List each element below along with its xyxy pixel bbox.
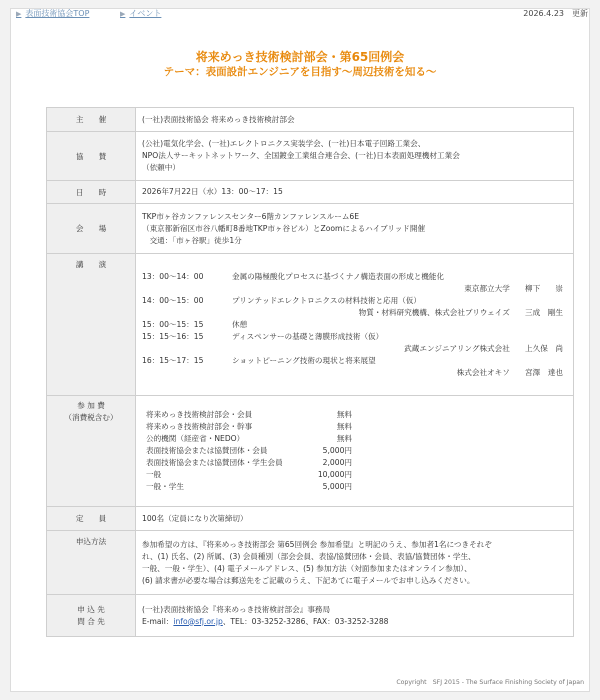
lecture-title: 休憩: [232, 319, 248, 329]
lecture-item: [142, 295, 567, 307]
label-organizer: 主 催: [47, 108, 136, 132]
page-subtitle: テーマ：表面設計エンジニアを目指す～周辺技術を知る～: [163, 66, 437, 78]
fee-price: 10,000円: [317, 470, 352, 479]
breadcrumb-top-link[interactable]: [16, 8, 89, 19]
row-apply: [47, 531, 574, 595]
value-organizer: (一社)表面技術協会 将来めっき技術検討部会: [136, 108, 574, 132]
contact-details: [142, 616, 567, 628]
fee-name: 一般: [146, 470, 162, 479]
phone-fax: 、TEL：03-3252-3286、FAX：03-3252-3288: [222, 616, 389, 626]
fee-name: 将来めっき技術検討部会・会員: [146, 410, 253, 419]
fee-price: 無料: [336, 434, 352, 443]
fee-price: 5,000円: [322, 482, 352, 491]
lecture-item: [142, 319, 567, 331]
fee-item: [142, 481, 352, 493]
apply-line: れ、(1) 氏名、(2) 所属、(3) 会員種別（部会会員、表協/協賛団体・会員、表協/協賛団体・学生、: [142, 551, 476, 561]
updated-date: 2026.4.23 更新: [523, 9, 588, 18]
copyright: Copyright SFJ 2015 - The Surface Finishing Society of Japan: [396, 679, 584, 686]
fee-item: [142, 421, 352, 433]
row-organizer: [47, 108, 574, 132]
fee-label-note: （消費税含む）: [64, 413, 118, 422]
contact-label-inquiry: 問 合 先: [77, 616, 105, 626]
apply-line: 一般、一般・学生）、(4) 電子メールアドレス、(5) 参加方法（対面参加またはオンライン参加）、: [142, 563, 472, 573]
venue-line: （東京都新宿区市谷八幡町8番地TKP市ヶ谷ビル）とZoomによるハイブリッド開催: [142, 223, 426, 233]
email-link[interactable]: info@sfj.or.jp: [173, 616, 223, 626]
support-line: (公社)電気化学会、(一社)エレクトロニクス実装学会、(一社)日本電子回路工業会、: [142, 139, 426, 148]
lecture-title: 金属の陽極酸化プロセスに基づくナノ構造表面の形成と機能化: [232, 271, 445, 281]
row-datetime: [47, 181, 574, 204]
venue-line: TKP市ヶ谷カンファレンスセンター6階カンファレンスルーム6E: [142, 211, 360, 221]
fee-item: [142, 457, 352, 469]
fee-item: [142, 409, 352, 421]
lecture-time: 16：15～17：15: [142, 355, 204, 365]
top-bar: [10, 8, 590, 22]
value-venue: [136, 204, 574, 254]
lecture-item: [142, 355, 567, 367]
apply-line: (6) 請求書が必要な場合は郵送先をご記載のうえ、下記あてに電子メールでお申し込みください。: [142, 575, 475, 585]
fee-item: [142, 445, 352, 457]
breadcrumb-top-label: 表面技術協会TOP: [25, 9, 90, 18]
label-fee: [47, 396, 136, 507]
support-line: （依頼中）: [142, 163, 180, 172]
lecture-speaker: 東京都立大学 柳下 崇: [464, 283, 563, 293]
label-support: 協 賛: [47, 132, 136, 181]
triangle-right-icon: ▶: [120, 9, 126, 18]
fee-name: 一般・学生: [146, 482, 184, 491]
label-lectures: 講 演: [47, 254, 136, 396]
lecture-time: 14：00～15：00: [142, 295, 204, 305]
value-support: [136, 132, 574, 181]
fee-label-main: 参 加 費: [77, 401, 105, 410]
fee-name: 表面技術協会または協賛団体・学生会員: [146, 458, 283, 467]
row-contact: [47, 595, 574, 637]
value-capacity: 100名（定員になり次第締切）: [136, 507, 574, 531]
lecture-title: プリンテッドエレクトロニクスの材料技術と応用（仮）: [232, 295, 422, 305]
lecture-speaker: 武蔵エンジニアリング株式会社 上久保 尚: [404, 343, 563, 353]
lecture-title: ディスペンサーの基礎と薄膜形成技術（仮）: [232, 331, 384, 341]
value-fee: [136, 396, 574, 507]
triangle-right-icon: ▶: [16, 9, 22, 18]
label-datetime: 日 時: [47, 181, 136, 204]
contact-label-apply: 申 込 先: [77, 604, 105, 614]
apply-line: 参加希望の方は、『将来めっき技術部会 第65回例会 参加希望』と明記のうえ、参加者1名につきそれぞ: [142, 539, 492, 549]
row-lectures: [47, 254, 574, 396]
lecture-item: [142, 271, 567, 283]
label-venue: 会 場: [47, 204, 136, 254]
event-info-table: [46, 107, 574, 637]
row-capacity: [47, 507, 574, 531]
lecture-item: [142, 331, 567, 343]
breadcrumb-event-link[interactable]: [120, 8, 161, 19]
value-lectures: [136, 254, 574, 396]
page-title: 将来めっき技術検討部会・第65回例会: [195, 50, 405, 64]
fee-item: [142, 469, 352, 481]
fee-name: 公的機関（経産省・NEDO）: [146, 434, 245, 443]
fee-price: 無料: [336, 410, 352, 419]
contact-office: (一社)表面技術協会『将来めっき技術検討部会』事務局: [142, 604, 331, 614]
support-line: NPO法人サーキットネットワーク、全国鍍金工業組合連合会、(一社)日本表面処理機材工業会: [142, 151, 460, 160]
fee-price: 5,000円: [322, 446, 352, 455]
lecture-speaker: 物質・材料研究機構、株式会社ブリウェイズ 三成 剛生: [358, 307, 563, 317]
fee-name: 表面技術協会または協賛団体・会員: [146, 446, 268, 455]
lecture-time: 15：00～15：15: [142, 319, 204, 329]
row-support: [47, 132, 574, 181]
row-venue: [47, 204, 574, 254]
lecture-time: 15：15～16：15: [142, 331, 204, 341]
value-contact: [136, 595, 574, 637]
fee-price: 2,000円: [322, 458, 352, 467]
fee-item: [142, 433, 352, 445]
email-prefix: E-mail：: [142, 616, 174, 626]
breadcrumb-event-label: イベント: [129, 9, 162, 18]
lecture-time: 13：00～14：00: [142, 271, 204, 281]
fee-price: 無料: [336, 422, 352, 431]
lecture-speaker: 株式会社オキソ 宮澤 達也: [456, 367, 563, 377]
row-fee: [47, 396, 574, 507]
label-capacity: 定 員: [47, 507, 136, 531]
value-apply: [136, 531, 574, 595]
label-apply: 申込方法: [47, 531, 136, 595]
label-contact: [47, 595, 136, 637]
venue-line: 交通：「市ヶ谷駅」徒歩1分: [142, 235, 242, 245]
fee-name: 将来めっき技術検討部会・幹事: [146, 422, 253, 431]
value-datetime: 2026年7月22日（水）13：00～17：15: [136, 181, 574, 204]
lecture-title: ショットピーニング技術の現状と将来展望: [232, 355, 376, 365]
